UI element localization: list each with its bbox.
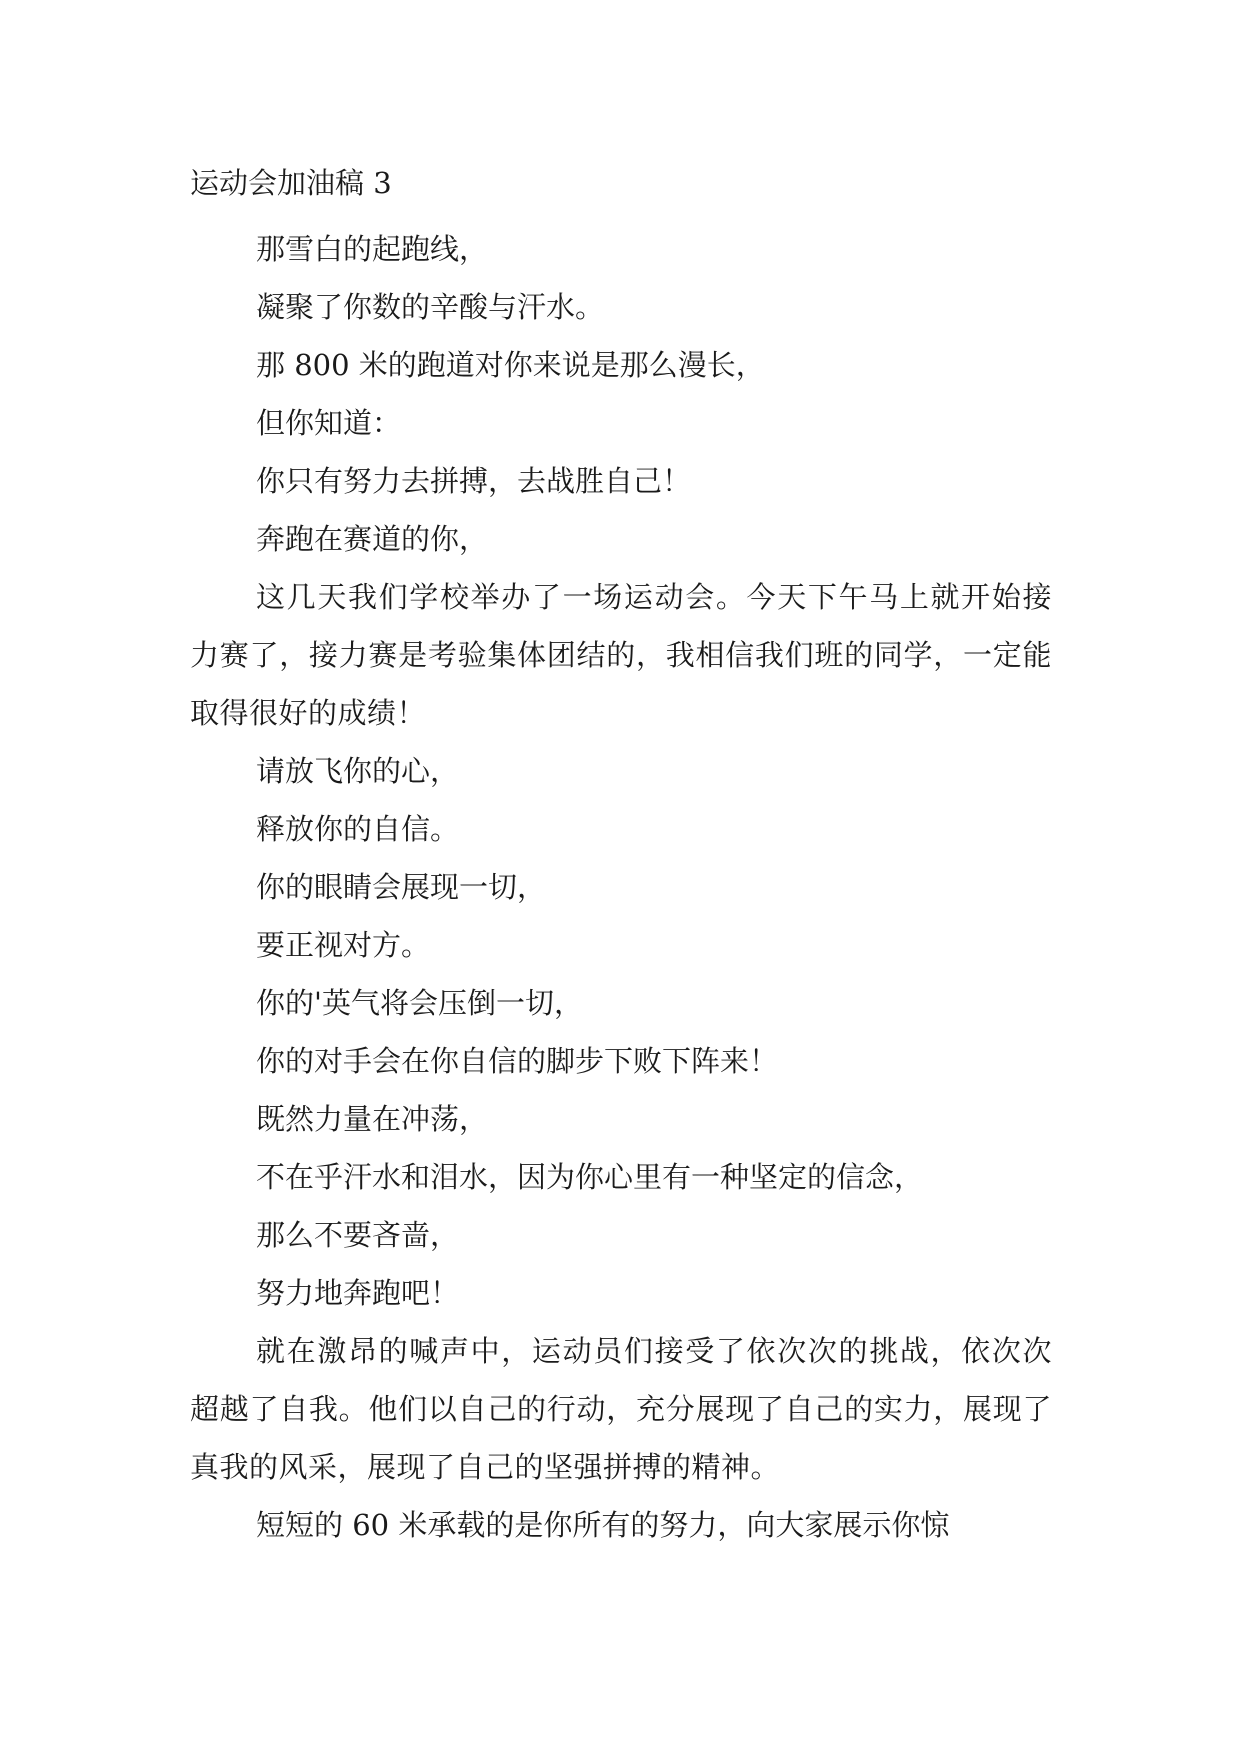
poem-line: 要正视对方。 <box>256 928 431 962</box>
poem-line: 但你知道： <box>256 406 402 440</box>
poem-line: 请放飞你的心， <box>256 754 460 788</box>
poem-line: 你的眼睛会展现一切， <box>256 870 547 904</box>
poem-line: 释放你的自信。 <box>256 812 460 846</box>
document-body <box>190 164 1052 1554</box>
poem-line: 那雪白的起跑线， <box>256 232 489 266</box>
poem-line: 短短的 60 米承载的是你所有的努力，向大家展示你惊 <box>256 1508 950 1542</box>
poem-line: 既然力量在冲荡， <box>256 1102 489 1136</box>
prose-paragraph: 就在激昂的喊声中，运动员们接受了依次次的挑战，依次次超越了自我。他们以自己的行动，充分展现了自己的实力，展现了真我的风采，展现了自己的坚强拼搏的精神。 <box>190 1334 1052 1484</box>
poem-line: 你的'英气将会压倒一切， <box>256 986 583 1020</box>
poem-line: 努力地奔跑吧！ <box>256 1276 460 1310</box>
poem-line: 不在乎汗水和泪水，因为你心里有一种坚定的信念， <box>256 1160 924 1194</box>
poem-line: 奔跑在赛道的你， <box>256 522 489 556</box>
poem-line: 你的对手会在你自信的脚步下败下阵来！ <box>256 1044 779 1078</box>
prose-paragraph: 这几天我们学校举办了一场运动会。今天下午马上就开始接力赛了，接力赛是考验集体团结的，我相信我们班的同学，一定能取得很好的成绩！ <box>190 580 1052 730</box>
poem-line: 凝聚了你数的辛酸与汗水。 <box>256 290 605 324</box>
poem-line: 那么不要吝啬， <box>256 1218 460 1252</box>
poem-line: 那 800 米的跑道对你来说是那么漫长， <box>256 348 765 382</box>
poem-line: 你只有努力去拼搏，去战胜自己！ <box>256 464 692 498</box>
document-title: 运动会加油稿 3 <box>190 166 392 200</box>
